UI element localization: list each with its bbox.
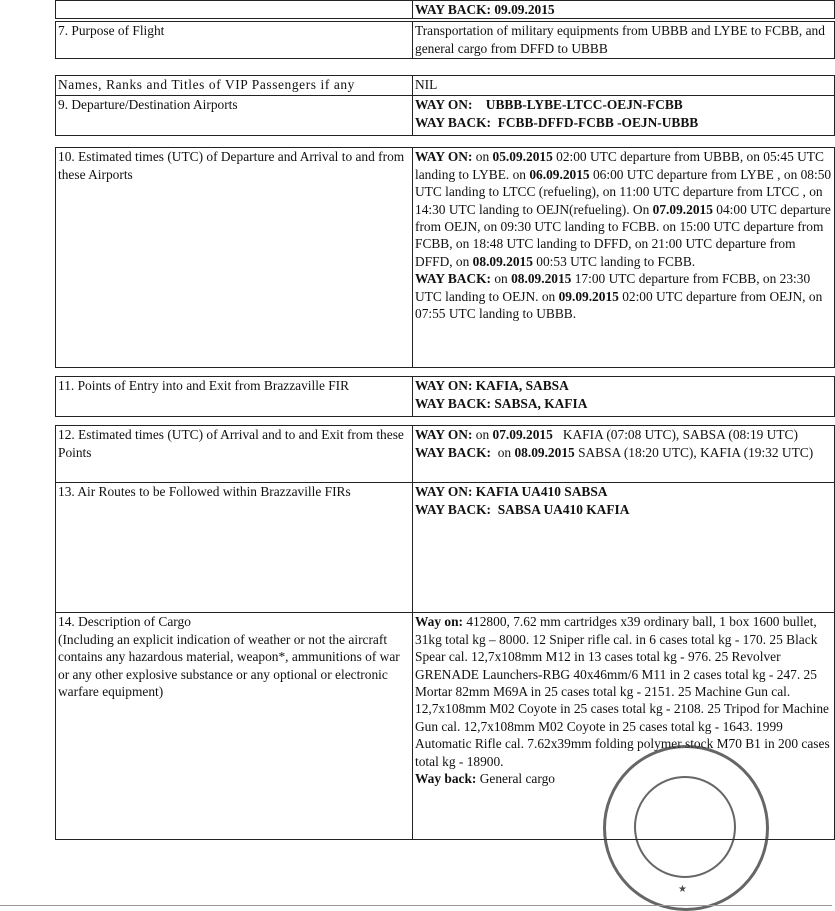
row-label-13: 13. Air Routes to be Followed within Brazzaville FIRs [56,483,413,613]
value-bold-text: 09.09.2015 [558,288,619,304]
row-label-12: 12. Estimated times (UTC) of Arrival and to and Exit from these Points [56,426,413,483]
seal-star-icon: ★ [678,884,687,895]
value-text: NIL [415,77,438,93]
value-bold-text: Way on: [415,614,463,630]
row-value-header [413,1,835,19]
table-row-7 [56,22,835,59]
row-value-7 [413,22,835,59]
value-text: 00:53 UTC landing to FCBB. [532,253,696,269]
value-bold-text: Way back: [415,771,477,787]
value-text: 02:00 UTC departure from UBBB, on 05:45 UTC landing to LYBE. on [415,149,828,182]
value-bold-text: WAY ON: KAFIA UA410 SABSA [415,484,608,500]
value-text: General cargo [476,771,555,787]
row-label-9: 9. Departure/Destination Airports [56,96,413,136]
row-label-header [56,1,413,19]
value-text: Transportation of military equipments from UBBB and LYBE to FCBB, and general cargo from DFFD to UBBB [415,23,829,56]
row-label-11: 11. Points of Entry into and Exit from Brazzaville FIR [56,377,413,417]
value-text: 17:00 UTC departure from FCBB, on 23:30 UTC landing to OEJN. on [415,271,814,304]
value-bold-text: WAY BACK: [415,444,492,460]
value-text: 02:00 UTC departure from OEJN, on 07:55 UTC landing to UBBB. [415,288,826,322]
value-bold-text: WAY BACK: 09.09.2015 [415,2,555,17]
row-gap [56,136,835,148]
value-text: on [491,271,512,287]
table-row-12 [56,426,835,483]
value-bold-text: 05.09.2015 [492,149,553,165]
value-bold-text: WAY ON: UBBB-LYBE-LTCC-OEJN-FCBB [415,97,683,113]
row-value-11 [413,377,835,417]
row-value-12 [413,426,835,483]
row-label-14: 14. Description of Cargo (Including an explicit indication of weather or not the aircraft contains any hazardous material, weapon*, ammunitions of war or any other explosive substance or any optional or electronic warfare equipment) [56,613,413,840]
row-value-9 [413,96,835,136]
table-row-9 [56,96,835,136]
value-bold-text: 08.09.2015 [511,271,572,287]
value-bold-text: 06.09.2015 [529,166,590,182]
value-bold-text: WAY BACK: SABSA, KAFIA [415,395,588,411]
value-bold-text: 08.09.2015 [514,444,575,460]
value-text: KAFIA (07:08 UTC), SABSA (08:19 UTC) [552,427,798,443]
table-row-13 [56,483,835,613]
row-value-13 [413,483,835,613]
value-bold-text: 08.09.2015 [472,253,533,269]
value-text: 06:00 UTC departure from LYBE , on 08:50 UTC landing to LTCC (refueling), on 11:00 UTC departure from LTCC , on 14:30 UTC landing to OEJN(refueling). On [415,166,835,217]
value-bold-text: 07.09.2015 [492,427,553,443]
row-gap [56,417,835,426]
value-text: 412800, 7.62 mm cartridges x39 ordinary ball, 1 box 1600 bullet, 31kg total kg – 8000. 12 Sniper rifle cal. in 6 cases total kg - 170. 25 Black Spear cal. 12,7x108mm M12 in 13 cases total kg - 976. 25 Revolver GRENADE Launchers-RBG 40x46mm/6 M11 in 2 cases total kg - 247. 25 Mortar 82mm M69A in 25 cases total kg - 2151. 25 Machine Gun cal. 12,7x108mm M02 Coyote in 25 cases total kg - 2108. 25 Tripod for Machine Gun cal. 12,7x108mm M02 Coyote in 25 cases total kg - 1643. 1999 Automatic Rifle cal. 7.62x39mm folding polymer stock M70 B1 in 200 cases total kg - 18900. [415,614,834,769]
table-row-8 [56,76,835,96]
value-text: SABSA (18:20 UTC), KAFIA (19:32 UTC) [574,444,814,460]
value-bold-text: WAY ON: KAFIA, SABSA [415,378,569,394]
value-bold-text: WAY ON: [415,427,473,443]
table-row-11 [56,377,835,417]
table-row-14 [56,613,835,840]
row-label-7: 7. Purpose of Flight [56,22,413,59]
value-text: on [472,149,493,165]
value-bold-text: 07.09.2015 [652,201,713,217]
value-text: on [491,444,515,460]
value-text: on [472,427,493,443]
value-bold-text: WAY BACK: FCBB-DFFD-FCBB -OEJN-UBBB [415,114,699,130]
row-value-8 [413,76,835,96]
value-bold-text: WAY ON: [415,149,473,165]
value-bold-text: WAY BACK: SABSA UA410 KAFIA [415,501,630,517]
row-gap [56,59,835,76]
table-row-header [56,1,835,19]
row-label-8: Names, Ranks and Titles of VIP Passengers if any [56,76,413,96]
row-value-10 [413,148,835,368]
table-row-10 [56,148,835,368]
value-text: 04:00 UTC departure from OEJN, on 09:30 UTC landing to FCBB. on 15:00 UTC departure from FCBB, on 18:48 UTC landing to DFFD, on 21:00 UTC departure from DFFD, on [415,201,835,269]
flight-permit-table [55,0,835,840]
page-bottom-divider [0,905,832,906]
row-label-10: 10. Estimated times (UTC) of Departure and Arrival to and from these Airports [56,148,413,368]
row-gap [56,368,835,377]
row-value-14 [413,613,835,840]
value-bold-text: WAY BACK: [415,271,492,287]
